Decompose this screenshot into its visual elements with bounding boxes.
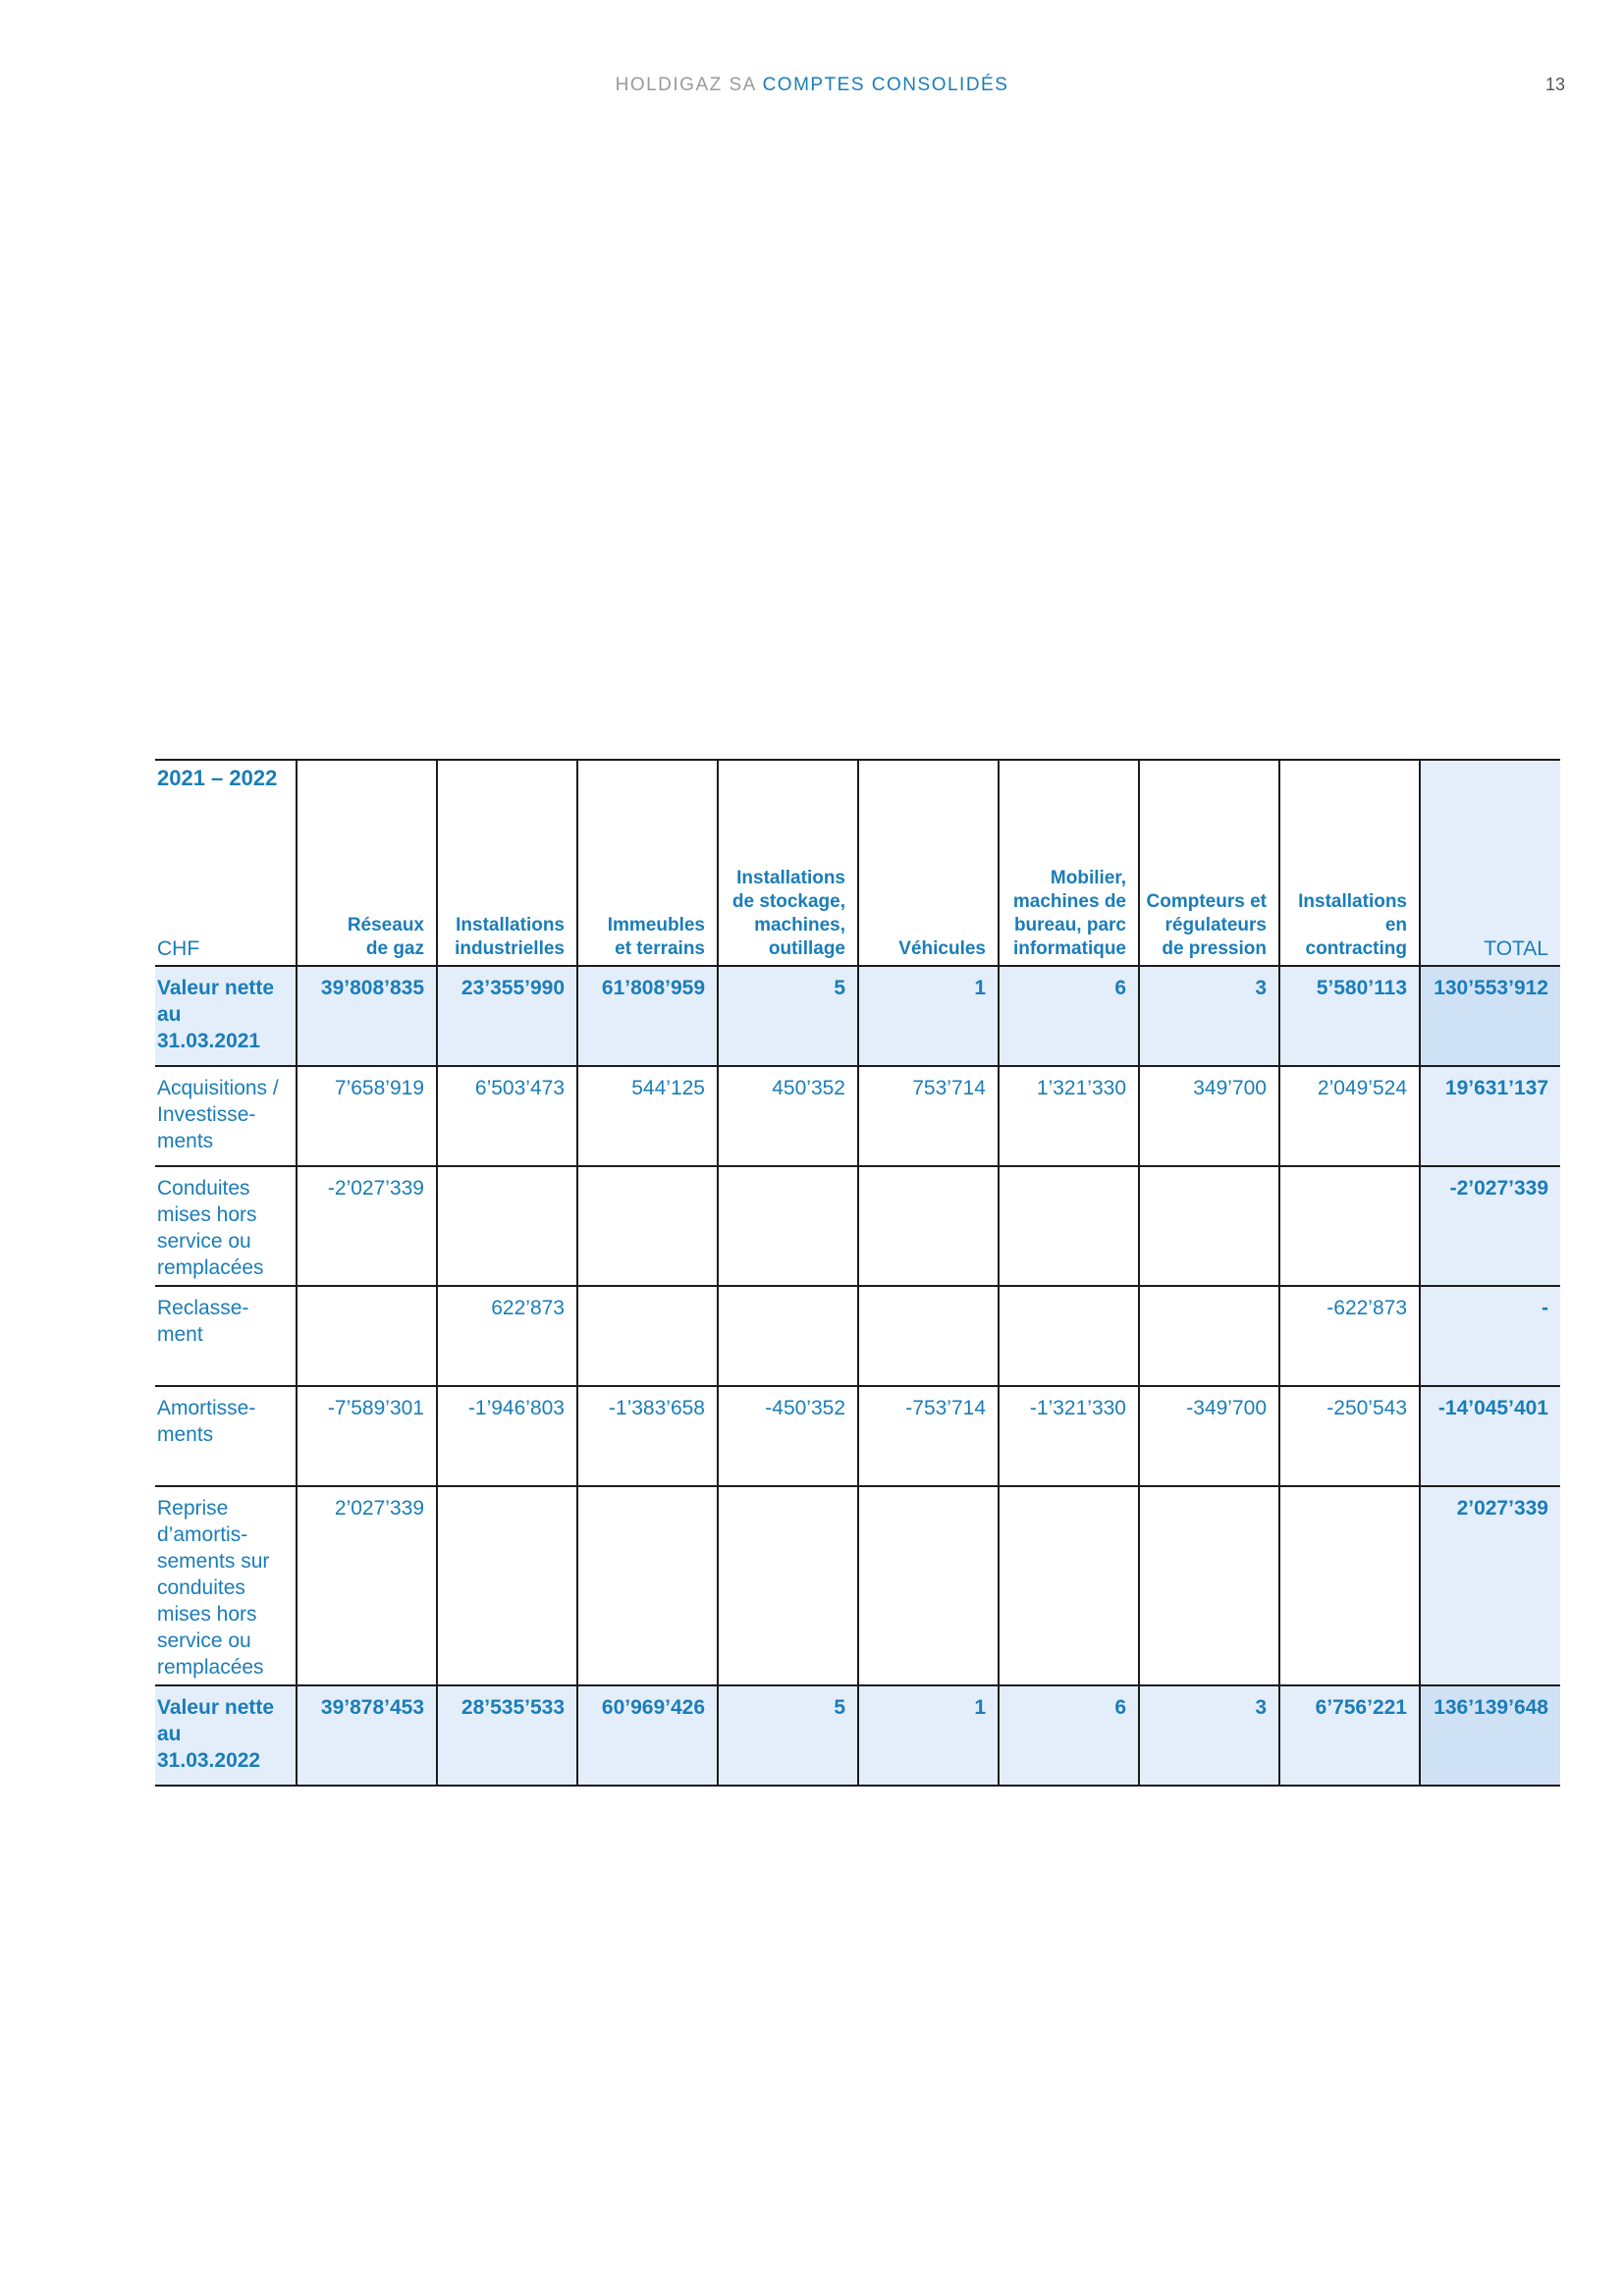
- value-cell: 622’873: [437, 1286, 577, 1386]
- page-number: 13: [1544, 75, 1565, 94]
- value-cell: [577, 1486, 718, 1685]
- value-cell: 753’714: [858, 1066, 999, 1166]
- value-cell: 1: [858, 1685, 999, 1786]
- row-label: Amortisse- ments: [157, 1397, 256, 1446]
- value-cell: -1’946’803: [437, 1386, 577, 1486]
- col-header: [718, 760, 858, 966]
- value-cell: 5’580’113: [1279, 966, 1420, 1066]
- fixed-assets-table: [155, 759, 1560, 1787]
- value-cell: 28’535’533: [437, 1685, 577, 1786]
- value-cell: [858, 1286, 999, 1386]
- total-cell: 19’631’137: [1420, 1066, 1560, 1166]
- value-cell: [1139, 1166, 1279, 1286]
- table-row: [155, 1166, 1560, 1286]
- row-label: Reprise d’amortis- sements sur conduites mises hors service ou remplacées: [157, 1497, 270, 1679]
- value-cell: [577, 1166, 718, 1286]
- value-cell: 23’355’990: [437, 966, 577, 1066]
- table-row: [155, 1066, 1560, 1166]
- row-label: Reclasse- ment: [157, 1297, 249, 1346]
- row-label: Conduites mises hors service ou remplacées: [157, 1177, 264, 1279]
- col-header: [1279, 760, 1420, 966]
- value-cell: -7’589’301: [297, 1386, 437, 1486]
- value-cell: [1139, 1486, 1279, 1685]
- currency-unit: CHF: [157, 937, 200, 960]
- col-header-reseaux: Réseaux de gaz: [347, 915, 424, 959]
- value-cell: -349’700: [1139, 1386, 1279, 1486]
- value-cell: 6: [999, 1685, 1139, 1786]
- value-cell: 61’808’959: [577, 966, 718, 1066]
- col-header: [999, 760, 1139, 966]
- col-header-contracting: Installations en contracting: [1298, 891, 1407, 959]
- col-header: [1420, 760, 1560, 966]
- col-header-immeubles: Immeubles et terrains: [607, 915, 705, 959]
- value-cell: [858, 1486, 999, 1685]
- value-cell: -1’383’658: [577, 1386, 718, 1486]
- value-cell: [297, 1286, 437, 1386]
- value-cell: 6’756’221: [1279, 1685, 1420, 1786]
- value-cell: [999, 1286, 1139, 1386]
- table-body: [155, 966, 1560, 1786]
- col-header: [858, 760, 999, 966]
- table-row: [155, 1486, 1560, 1685]
- col-header: [297, 760, 437, 966]
- col-header: [577, 760, 718, 966]
- table-row: [155, 1386, 1560, 1486]
- col-header-stockage: Installations de stockage, machines, outillage: [731, 868, 845, 959]
- value-cell: [437, 1486, 577, 1685]
- value-cell: -1’321’330: [999, 1386, 1139, 1486]
- value-cell: 2’049’524: [1279, 1066, 1420, 1166]
- value-cell: 1’321’330: [999, 1066, 1139, 1166]
- value-cell: [718, 1286, 858, 1386]
- table-row: [155, 966, 1560, 1066]
- value-cell: 3: [1139, 966, 1279, 1066]
- value-cell: [1279, 1486, 1420, 1685]
- value-cell: 7’658’919: [297, 1066, 437, 1166]
- value-cell: 60’969’426: [577, 1685, 718, 1786]
- company-name: HOLDIGAZ SA: [615, 75, 756, 95]
- value-cell: -753’714: [858, 1386, 999, 1486]
- value-cell: 39’878’453: [297, 1685, 437, 1786]
- total-cell: -: [1420, 1286, 1560, 1386]
- value-cell: 5: [718, 966, 858, 1066]
- value-cell: [1279, 1166, 1420, 1286]
- value-cell: [437, 1166, 577, 1286]
- value-cell: -250’543: [1279, 1386, 1420, 1486]
- table-row: [155, 1685, 1560, 1786]
- value-cell: [577, 1286, 718, 1386]
- value-cell: -450’352: [718, 1386, 858, 1486]
- col-header-compteurs: Compteurs et régulateurs de pression: [1146, 891, 1267, 959]
- total-cell: -2’027’339: [1420, 1166, 1560, 1286]
- value-cell: 544’125: [577, 1066, 718, 1166]
- table-row: [155, 1286, 1560, 1386]
- value-cell: 3: [1139, 1685, 1279, 1786]
- section-name: COMPTES CONSOLIDÉS: [762, 75, 1009, 95]
- value-cell: [858, 1166, 999, 1286]
- value-cell: 5: [718, 1685, 858, 1786]
- total-cell: 130’553’912: [1420, 966, 1560, 1066]
- value-cell: 349’700: [1139, 1066, 1279, 1166]
- table-header-row: [155, 760, 1560, 966]
- value-cell: 2’027’339: [297, 1486, 437, 1685]
- value-cell: -622’873: [1279, 1286, 1420, 1386]
- value-cell: -2’027’339: [297, 1166, 437, 1286]
- row-label: Valeur nette au 31.03.2021: [155, 966, 297, 1066]
- value-cell: 450’352: [718, 1066, 858, 1166]
- value-cell: 39’808’835: [297, 966, 437, 1066]
- total-cell: 136’139’648: [1420, 1685, 1560, 1786]
- row-label: Valeur nette au 31.03.2022: [155, 1685, 297, 1786]
- col-header-installations-industrielles: Installations industrielles: [455, 915, 565, 959]
- value-cell: [999, 1166, 1139, 1286]
- running-title: [0, 75, 1624, 96]
- page-header: [0, 75, 1624, 104]
- header-label-cell: [155, 760, 297, 966]
- row-label: Acquisitions / Investisse- ments: [157, 1077, 279, 1152]
- col-header: [437, 760, 577, 966]
- col-header-total: TOTAL: [1484, 937, 1548, 960]
- value-cell: 6’503’473: [437, 1066, 577, 1166]
- col-header: [1139, 760, 1279, 966]
- col-header-mobilier: Mobilier, machines de bureau, parc informatique: [1012, 868, 1126, 959]
- fiscal-year: 2021 – 2022: [157, 766, 278, 790]
- total-cell: 2’027’339: [1420, 1486, 1560, 1685]
- value-cell: 1: [858, 966, 999, 1066]
- value-cell: [1139, 1286, 1279, 1386]
- value-cell: [718, 1166, 858, 1286]
- total-cell: -14’045’401: [1420, 1386, 1560, 1486]
- col-header-vehicules: Véhicules: [898, 938, 986, 959]
- value-cell: 6: [999, 966, 1139, 1066]
- value-cell: [718, 1486, 858, 1685]
- value-cell: [999, 1486, 1139, 1685]
